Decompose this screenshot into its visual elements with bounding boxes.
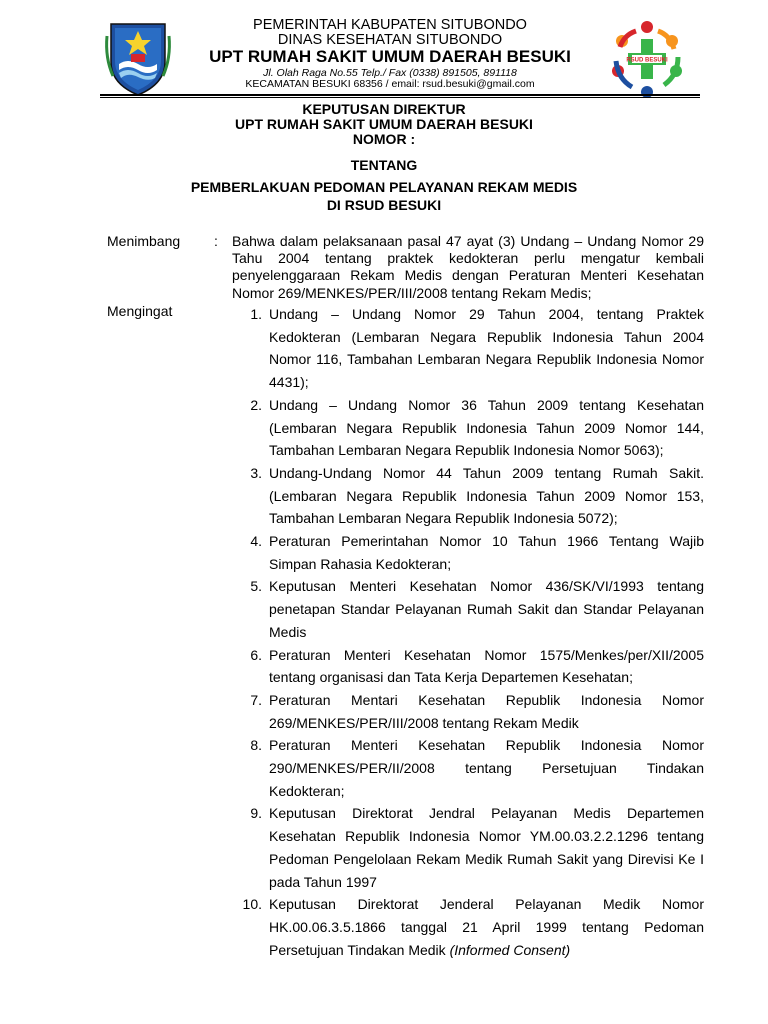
mengingat-item-body: Keputusan Direktorat Jenderal Pelayanan Medik Nomor HK.00.06.3.5.1866 tanggal 21 April 1999 tentang Pedoman Persetujuan Tindakan Medik bbox=[269, 896, 704, 958]
decree-subject-line2: DI RSUD BESUKI bbox=[326, 197, 442, 213]
mengingat-item bbox=[232, 644, 704, 689]
mengingat-item-number: 2. bbox=[250, 396, 262, 413]
decree-number: NOMOR : bbox=[352, 131, 416, 147]
mengingat-item-italic-note: (Informed Consent) bbox=[449, 941, 571, 958]
mengingat-item bbox=[232, 394, 704, 462]
mengingat-item-text bbox=[269, 689, 704, 734]
mengingat-item-text bbox=[269, 303, 704, 394]
decree-title: KEPUTUSAN DIREKTUR bbox=[302, 101, 466, 117]
situbondo-crest-logo bbox=[103, 18, 173, 98]
mengingat-item-number: 6. bbox=[250, 646, 262, 663]
mengingat-item-number: 8. bbox=[250, 737, 262, 754]
mengingat-item bbox=[232, 575, 704, 643]
mengingat-item-number: 9. bbox=[250, 805, 262, 822]
letterhead-district-email: KECAMATAN BESUKI 68356 / email: rsud.besuki@gmail.com bbox=[245, 78, 535, 90]
letterhead-divider bbox=[100, 94, 700, 96]
mengingat-item-number: 1. bbox=[250, 306, 262, 322]
mengingat-item-number: 7. bbox=[250, 691, 262, 708]
decree-issuer: UPT RUMAH SAKIT UMUM DAERAH BESUKI bbox=[235, 116, 533, 132]
mengingat-item-text bbox=[269, 802, 704, 893]
mengingat-item-body: Peraturan Mentari Kesehatan Republik Indonesia Nomor 269/MENKES/PER/III/2008 tentang Rekam Medik bbox=[269, 691, 704, 731]
mengingat-item-body: Keputusan Direktorat Jendral Pelayanan Medis Departemen Kesehatan Republik Indonesia Nomor YM.00.03.2.2.1296 tentang Pedoman Pengelolaan Rekam Medik Rumah Sakit yang Direvisi Ke I pada Tahun 1997 bbox=[269, 805, 704, 890]
mengingat-item-text bbox=[269, 462, 704, 530]
mengingat-item-text bbox=[269, 530, 704, 575]
mengingat-list bbox=[232, 303, 704, 961]
rsud-besuki-logo bbox=[606, 17, 688, 101]
letterhead-government: PEMERINTAH KABUPATEN SITUBONDO bbox=[253, 17, 527, 33]
menimbang-paragraph: Bahwa dalam pelaksanaan pasal 47 ayat (3) Undang – Undang Nomor 29 Tahu 2004 tentang praktek kedokteran perlu mengatur kembali penyelenggaraan Rekam Medis dengan Peraturan Menteri Kesehatan Nomor 269/MENKES/PER/III/2008 tentang Rekam Medis; bbox=[232, 233, 704, 301]
mengingat-item bbox=[232, 734, 704, 802]
mengingat-item-number: 10. bbox=[242, 896, 262, 913]
mengingat-item-number: 3. bbox=[250, 464, 262, 481]
mengingat-item bbox=[232, 462, 704, 530]
menimbang-colon: : bbox=[214, 233, 218, 249]
letterhead-address: Jl. Olah Raga No.55 Telp./ Fax (0338) 891505, 891118 bbox=[263, 67, 517, 79]
decree-tentang: TENTANG bbox=[350, 157, 418, 173]
mengingat-label: Mengingat bbox=[107, 303, 173, 319]
mengingat-item-body: Undang – Undang Nomor 29 Tahun 2004, tentang Praktek Kedokteran (Lembaran Negara Republik Indonesia Tahun 2004 Nomor 116, Tambahan Lembaran Negara Republik Indonesia Nomor 4431); bbox=[269, 306, 704, 391]
mengingat-item-text bbox=[269, 394, 704, 462]
mengingat-item-text bbox=[269, 575, 704, 643]
mengingat-item-body: Peraturan Menteri Kesehatan Republik Indonesia Nomor 290/MENKES/PER/II/2008 tentang Persetujuan Tindakan Kedokteran; bbox=[269, 737, 704, 799]
mengingat-item-body: Undang-Undang Nomor 44 Tahun 2009 tentang Rumah Sakit. (Lembaran Negara Republik Indonesia Tahun 2009 Nomor 153, Tambahan Lembaran Negara Republik Indonesia 5072); bbox=[269, 464, 704, 527]
mengingat-item bbox=[232, 893, 704, 961]
mengingat-item bbox=[232, 802, 704, 893]
mengingat-item-body: Peraturan Pemerintahan Nomor 10 Tahun 1966 Tentang Wajib Simpan Rahasia Kedokteran; bbox=[269, 533, 704, 572]
decree-subject-line1: PEMBERLAKUAN PEDOMAN PELAYANAN REKAM MEDIS bbox=[190, 179, 578, 195]
menimbang-text bbox=[232, 233, 704, 302]
mengingat-item-text bbox=[269, 734, 704, 802]
mengingat-item-body: Keputusan Menteri Kesehatan Nomor 436/SK/VI/1993 tentang penetapan Standar Pelayanan Rumah Sakit dan Standar Pelayanan Medis bbox=[269, 578, 704, 640]
rsud-logo-text: RSUD BESUKI bbox=[626, 57, 668, 64]
mengingat-item bbox=[232, 689, 704, 734]
mengingat-item-number: 4. bbox=[250, 533, 262, 550]
mengingat-item-text bbox=[269, 893, 704, 961]
mengingat-item-number: 5. bbox=[250, 578, 262, 595]
mengingat-item-text bbox=[269, 644, 704, 689]
letterhead-hospital-name: UPT RUMAH SAKIT UMUM DAERAH BESUKI bbox=[209, 47, 571, 66]
mengingat-item-body: Undang – Undang Nomor 36 Tahun 2009 tentang Kesehatan (Lembaran Negara Republik Indonesia Tahun 2009 Nomor 144, Tambahan Lembaran Negara Republik Indonesia Nomor 5063); bbox=[269, 396, 704, 459]
letterhead-department: DINAS KESEHATAN SITUBONDO bbox=[277, 32, 503, 48]
mengingat-item-body: Peraturan Menteri Kesehatan Nomor 1575/Menkes/per/XII/2005 tentang organisasi dan Tata Kerja Departemen Kesehatan; bbox=[269, 646, 704, 686]
menimbang-label: Menimbang bbox=[107, 233, 181, 249]
letterhead-divider-thin bbox=[100, 97, 700, 98]
mengingat-item bbox=[232, 303, 704, 394]
mengingat-item bbox=[232, 530, 704, 575]
